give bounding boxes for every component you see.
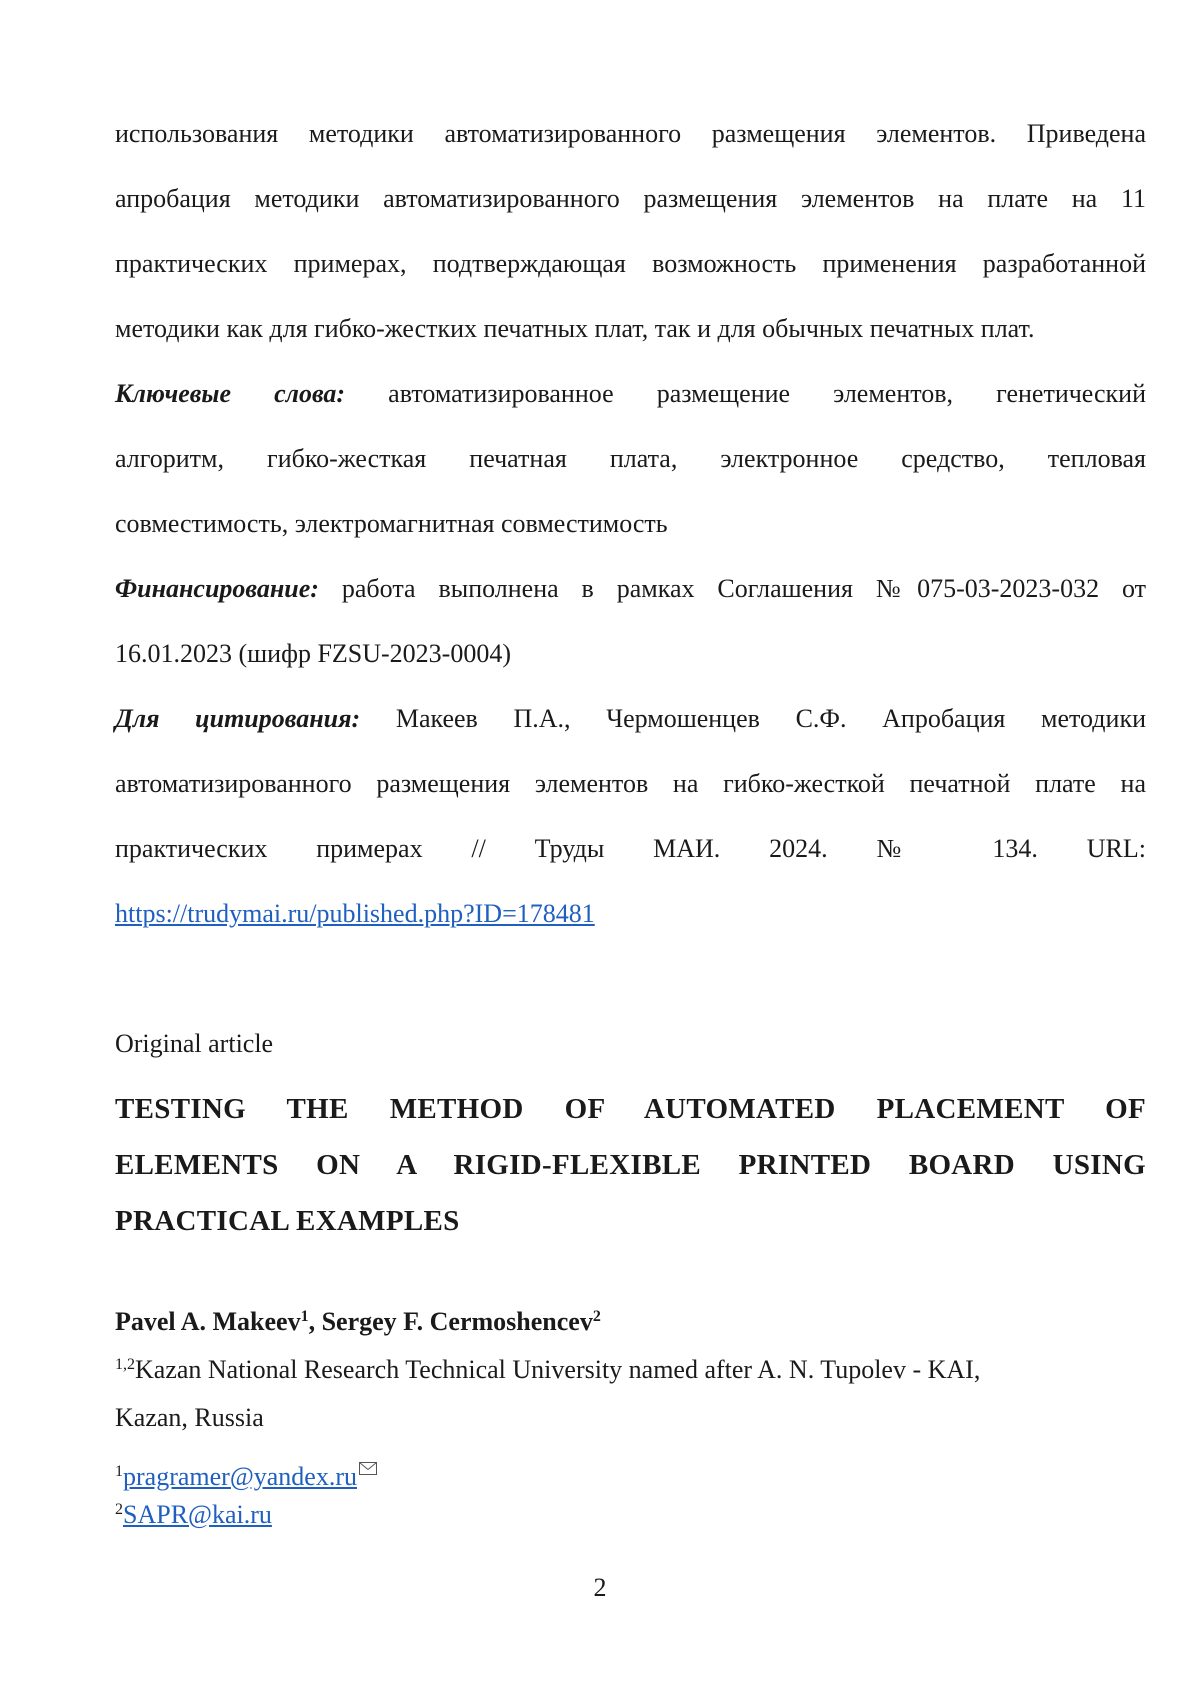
citation-line-3: практических примерах // Труды МАИ. 2024. № 134. URL: (115, 834, 1146, 863)
email-2-sup: 2 (115, 1501, 123, 1518)
keywords-line-2: алгоритм, гибко-жесткая печатная плата, электронное средство, тепловая (115, 444, 1146, 473)
article-title-line-3: PRACTICAL EXAMPLES (115, 1205, 460, 1237)
funding-line-2: 16.01.2023 (шифр FZSU-2023-0004) (115, 639, 511, 668)
citation-url-line (115, 898, 1146, 930)
article-title-line-2: ELEMENTS ON A RIGID-FLEXIBLE PRINTED BOARD USING (115, 1149, 1146, 1181)
author-2: Sergey F. Cermoshencev (321, 1307, 593, 1336)
envelope-icon[interactable] (359, 1451, 377, 1483)
abstract-line-3: практических примерах, подтверждающая возможность применения разработанной (115, 249, 1146, 278)
email-line-1 (115, 1451, 1146, 1493)
funding-text: работа выполнена в рамках Соглашения №075-03-2023-032 от (341, 574, 1147, 603)
page-number: 2 (593, 1573, 607, 1602)
email-1-sup: 1 (115, 1463, 123, 1480)
citation-line-2: автоматизированного размещения элементов на гибко-жесткой печатной плате на (115, 769, 1146, 798)
author-1: Pavel A. Makeev (115, 1307, 301, 1336)
affiliation-sup: 1,2 (115, 1356, 135, 1373)
article-type: Original article (115, 1029, 274, 1058)
author-2-sup: 2 (592, 1308, 601, 1325)
abstract-line-4: методики как для гибко-жестких печатных плат, так и для обычных печатных плат. (115, 314, 1035, 343)
affiliation-line-2: Kazan, Russia (115, 1403, 264, 1432)
funding-line-1 (115, 573, 1146, 605)
citation-label: Для цитирования: (115, 704, 361, 733)
article-title-line-1: TESTING THE METHOD OF AUTOMATED PLACEMENT OF (115, 1093, 1146, 1125)
keywords-line-1 (115, 378, 1146, 410)
abstract-line-2: апробация методики автоматизированного размещения элементов на плате на 11 (115, 184, 1146, 213)
email-link-1[interactable]: pragramer@yandex.ru (123, 1462, 357, 1491)
abstract-line-1: использования методики автоматизированного размещения элементов. Приведена (115, 119, 1146, 148)
keywords-line-3: совместимость, электромагнитная совместимость (115, 509, 668, 538)
affiliation-line-1 (115, 1354, 1146, 1386)
citation-text: Макеев П.А., Чермошенцев С.Ф. Апробация методики (395, 704, 1146, 733)
email-line-2 (115, 1499, 1146, 1531)
affiliation-text: Kazan National Research Technical University named after A. N. Tupolev - KAI, (135, 1355, 981, 1384)
email-link-2[interactable]: SAPR@kai.ru (123, 1500, 272, 1529)
keywords-text: автоматизированное размещение элементов, генетический (388, 379, 1146, 408)
authors-line (115, 1306, 1146, 1338)
funding-label: Финансирование: (115, 574, 319, 603)
author-1-sup: 1 (300, 1308, 309, 1325)
citation-line-1 (115, 703, 1146, 735)
citation-url-link[interactable]: https://trudymai.ru/published.php?ID=178481 (115, 899, 595, 928)
keywords-label: Ключевые слова: (115, 379, 346, 408)
author-separator: , (308, 1307, 322, 1336)
